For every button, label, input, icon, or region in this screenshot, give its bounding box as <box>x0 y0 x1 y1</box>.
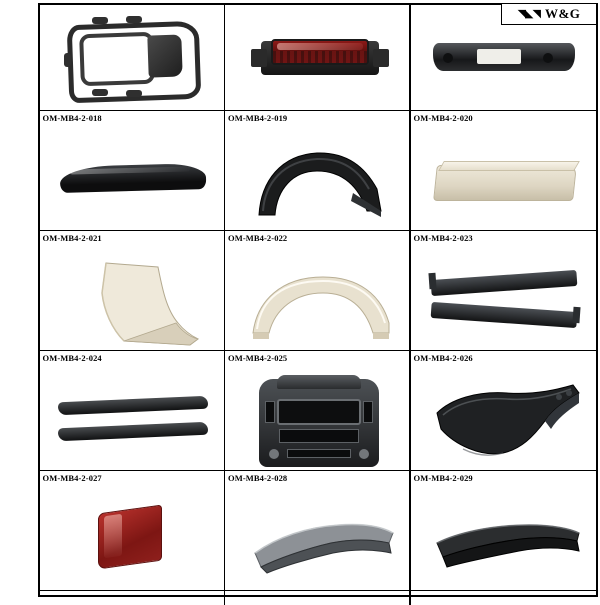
part-image-018 <box>40 5 226 110</box>
bezel-tab-icon <box>92 17 108 24</box>
part-image-021 <box>40 125 226 230</box>
door-molding-lower <box>57 421 207 441</box>
part-cell-024[interactable] <box>40 245 226 365</box>
console-hood <box>277 375 361 389</box>
part-cell-028[interactable] <box>225 365 411 485</box>
roof-rail-shape <box>431 513 583 571</box>
trim-notch-icon <box>543 53 553 63</box>
part-image-026 <box>411 245 597 350</box>
part-cell-019[interactable] <box>225 5 411 125</box>
part-image-029 <box>411 365 597 470</box>
console-knob-icon <box>359 449 369 459</box>
part-cell-026[interactable] <box>411 245 597 365</box>
bezel-tab-icon <box>92 89 108 96</box>
part-cell-031[interactable] <box>225 485 411 605</box>
part-code-031 <box>225 590 411 605</box>
bezel-tab-icon <box>126 16 142 23</box>
grid-row <box>40 245 597 365</box>
lamp-mount-ear <box>373 49 389 67</box>
grid-row <box>40 125 597 245</box>
bezel-inner-shape <box>79 31 155 86</box>
logo-text: W&G <box>544 6 581 21</box>
console-side-vent <box>363 401 373 423</box>
part-code-021: OM-MB4-2-021 <box>40 230 226 245</box>
part-image-019 <box>225 5 411 110</box>
wheel-arch-dark-shape <box>255 141 385 221</box>
bezel-side-block <box>147 34 182 77</box>
strip-end-cap <box>572 306 580 322</box>
part-cell-023[interactable] <box>411 125 597 245</box>
lamp-mount-ear <box>251 49 267 67</box>
part-image-024 <box>40 245 226 350</box>
console-display-recess <box>277 399 361 425</box>
console-lower-vent <box>279 429 359 443</box>
part-code-032 <box>411 590 597 605</box>
logo-mark-icon: ◥◣◥ <box>517 7 540 20</box>
fender-liner-shape <box>433 383 583 467</box>
part-image-025 <box>225 245 411 350</box>
part-cell-025[interactable] <box>225 245 411 365</box>
page-border-right <box>596 3 598 597</box>
reflector-highlight <box>104 513 122 558</box>
part-code-026: OM-MB4-2-026 <box>411 350 597 365</box>
part-code-030 <box>40 590 226 605</box>
part-image-027 <box>40 365 226 470</box>
part-code-029: OM-MB4-2-029 <box>411 470 597 485</box>
part-image-022 <box>225 125 411 230</box>
bezel-tab-icon <box>126 90 142 97</box>
part-image-031 <box>225 485 411 590</box>
trim-notch-icon <box>443 53 453 63</box>
part-code-025: OM-MB4-2-025 <box>225 350 411 365</box>
part-image-028 <box>225 365 411 470</box>
part-cell-029[interactable] <box>411 365 597 485</box>
part-code-020: OM-MB4-2-020 <box>411 110 597 125</box>
fender-panel-shape <box>66 257 202 349</box>
lamp-lens-texture <box>273 51 367 63</box>
part-code-023: OM-MB4-2-023 <box>411 230 597 245</box>
door-molding-upper <box>57 395 207 415</box>
console-switch-bank <box>287 449 351 458</box>
parts-grid <box>40 5 597 596</box>
rocker-panel-top <box>438 161 580 171</box>
arch-flare-beige-shape <box>247 267 395 343</box>
console-side-vent <box>265 401 275 423</box>
part-cell-022[interactable] <box>225 125 411 245</box>
bezel-tab-icon <box>64 53 71 67</box>
part-cell-032[interactable] <box>411 485 597 605</box>
console-knob-icon <box>269 449 279 459</box>
part-cell-027[interactable] <box>40 365 226 485</box>
part-cell-021[interactable] <box>40 125 226 245</box>
part-cell-030[interactable] <box>40 485 226 605</box>
part-code-019: OM-MB4-2-019 <box>225 110 411 125</box>
part-cell-018[interactable] <box>40 5 226 125</box>
strip-end-cap <box>428 272 436 288</box>
part-code-028: OM-MB4-2-028 <box>225 470 411 485</box>
part-image-032 <box>411 485 597 590</box>
side-strip-upper <box>430 269 577 295</box>
grid-row <box>40 485 597 605</box>
side-strip-lower <box>430 301 577 327</box>
rear-spoiler-shape <box>247 509 397 575</box>
part-code-024: OM-MB4-2-024 <box>40 350 226 365</box>
grid-row <box>40 365 597 485</box>
license-plate-recess <box>477 49 521 64</box>
part-image-023 <box>411 125 597 230</box>
lamp-highlight <box>277 43 363 50</box>
part-code-022: OM-MB4-2-022 <box>225 230 411 245</box>
brand-logo <box>501 3 597 25</box>
part-code-027: OM-MB4-2-027 <box>40 470 226 485</box>
part-image-030 <box>40 485 226 590</box>
part-code-018: OM-MB4-2-018 <box>40 110 226 125</box>
